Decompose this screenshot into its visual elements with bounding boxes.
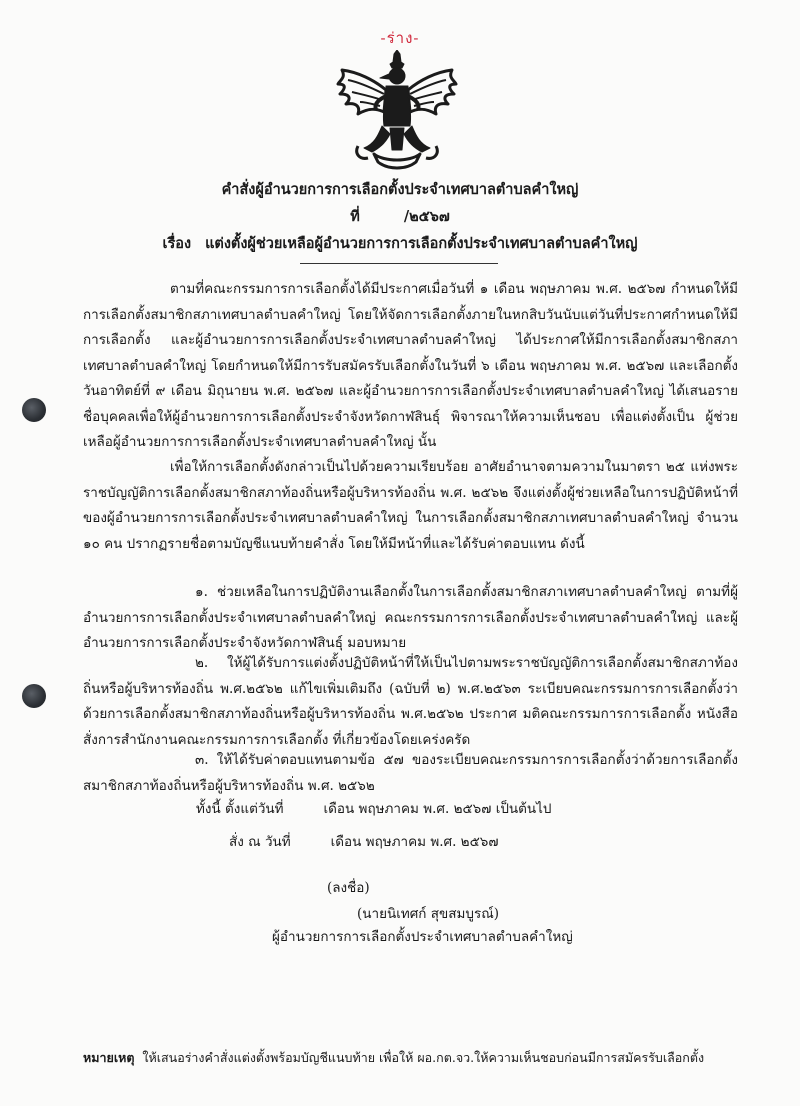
order-date-prefix: สั่ง ณ วันที่ (229, 834, 291, 850)
order-number-value: /๒๕๖๗ (403, 208, 450, 225)
footnote-text: ให้เสนอร่างคำสั่งแต่งตั้งพร้อมบัญชีแนบท้าย เพื่อให้ ผอ.กต.จว.ให้ความเห็นชอบก่อนมีการสมัครรับเลือกตั้ง (142, 1050, 705, 1065)
duty-item-1: ๑. ช่วยเหลือในการปฏิบัติงานเลือกตั้งในการเลือกตั้งสมาชิกสภาเทศบาลตำบลคำใหญ่ ตามที่ผู้อำนวยการการเลือกตั้งประจำเทศบาลตำบลคำใหญ่ คณะกรรมการการเลือกตั้งประจำเทศบาลตำบลคำใหญ่ และผู้อำนวยการการเลือกตั้งประจำจังหวัดกาฬสินธุ์ มอบหมาย (83, 584, 738, 651)
signatory-position: ผู้อำนวยการการเลือกตั้งประจำเทศบาลตำบลคำใหญ่ (272, 929, 573, 945)
duty-item-3: ๓. ให้ได้รับค่าตอบแทนตามข้อ ๕๗ ของระเบียบคณะกรรมการการเลือกตั้งว่าด้วยการเลือกตั้งสมาชิกสภาท้องถิ่นหรือผู้บริหารท้องถิ่น พ.ศ. ๒๕๖๒ (83, 752, 738, 794)
order-number-label: ที่ (350, 208, 360, 225)
paragraph-authority: เพื่อให้การเลือกตั้งดังกล่าวเป็นไปด้วยความเรียบร้อย อาศัยอำนาจตามความในมาตรา ๒๕ แห่งพระราชบัญญัติการเลือกตั้งสมาชิกสภาท้องถิ่นหรือผู้บริหารท้องถิ่น พ.ศ. ๒๕๖๒ จึงแต่งตั้งผู้ช่วยเหลือในการปฏิบัติหน้าที่ของผู้อำนวยการการเลือกตั้งประจำเทศบาลตำบลคำใหญ่ ในการเลือกตั้งสมาชิกสภาเทศบาลตำบลคำใหญ่ จำนวน ๑๐ คน ปรากฏรายชื่อตามบัญชีแนบท้ายคำสั่ง โดยให้มีหน้าที่และได้รับค่าตอบแทน ดังนี้ (83, 459, 738, 552)
duty-item-2: ๒. ให้ผู้ได้รับการแต่งตั้งปฏิบัติหน้าที่ให้เป็นไปตามพระราชบัญญัติการเลือกตั้งสมาชิกสภาท้องถิ่นหรือผู้บริหารท้องถิ่น พ.ศ.๒๕๖๒ แก้ไขเพิ่มเติมถึง (ฉบับที่ ๒) พ.ศ.๒๕๖๓ ระเบียบคณะกรรมการการเลือกตั้งว่าด้วยการเลือกตั้งสมาชิกสภาท้องถิ่นหรือผู้บริหารท้องถิ่น พ.ศ.๒๕๖๒ ประกาศ มติคณะกรรมการการเลือกตั้ง หนังสือสั่งการสำนักงานคณะกรรมการการเลือกตั้ง ที่เกี่ยวข้องโดยเคร่งครัด (83, 655, 738, 748)
order-subject (0, 232, 800, 255)
garuda-emblem-icon (334, 50, 460, 172)
footnote-label: หมายเหตุ (83, 1050, 135, 1065)
heading-divider (300, 263, 498, 264)
effective-date-prefix: ทั้งนี้ ตั้งแต่วันที่ (196, 801, 284, 817)
effective-date-month: เดือน พฤษภาคม พ.ศ. ๒๕๖๗ เป็นต้นไป (323, 801, 552, 817)
subject-label: เรื่อง (162, 235, 192, 252)
punch-hole-bottom (22, 684, 46, 708)
signatory-name: (นายนิเทศก์ สุขสมบูรณ์) (357, 906, 499, 922)
draft-mark: -ร่าง- (380, 29, 420, 47)
order-date-month: เดือน พฤษภาคม พ.ศ. ๒๕๖๗ (330, 834, 499, 850)
punch-hole-top (22, 398, 46, 422)
subject-text: แต่งตั้งผู้ช่วยเหลือผู้อำนวยการการเลือกตั้งประจำเทศบาลตำบลคำใหญ่ (205, 235, 638, 252)
signature-label: (ลงชื่อ) (327, 880, 370, 896)
paragraph-background: ตามที่คณะกรรมการการเลือกตั้งได้มีประกาศเมื่อวันที่ ๑ เดือน พฤษภาคม พ.ศ. ๒๕๖๗ กำหนดให้มีการเลือกตั้งสมาชิกสภาเทศบาลตำบลคำใหญ่ โดยให้จัดการเลือกตั้งภายในหกสิบวันนับแต่วันที่ประกาศกำหนดให้มีการเลือกตั้ง และผู้อำนวยการการเลือกตั้งประจำเทศบาลตำบลคำใหญ่ ได้ประกาศให้มีการเลือกตั้งสมาชิกสภาเทศบาลตำบลคำใหญ่ โดยกำหนดให้มีการรับสมัครรับเลือกตั้งในวันที่ ๖ เดือน พฤษภาคม พ.ศ. ๒๕๖๗ และเลือกตั้งวันอาทิตย์ที่ ๙ เดือน มิถุนายน พ.ศ. ๒๕๖๗ และผู้อำนวยการการเลือกตั้งประจำเทศบาลตำบลคำใหญ่ ได้เสนอรายชื่อบุคคลเพื่อให้ผู้อำนวยการการเลือกตั้งประจำจังหวัดกาฬสินธุ์ พิจารณาให้ความเห็นชอบ เพื่อแต่งตั้งเป็น ผู้ช่วยเหลือผู้อำนวยการการเลือกตั้งประจำเทศบาลตำบลคำใหญ่ นั้น (83, 281, 738, 450)
order-title: คำสั่งผู้อำนวยการการเลือกตั้งประจำเทศบาลตำบลคำใหญ่ (221, 181, 579, 198)
effective-date-line (196, 797, 551, 819)
order-date-line (229, 830, 499, 852)
order-number (0, 205, 800, 228)
footnote (83, 1048, 704, 1068)
